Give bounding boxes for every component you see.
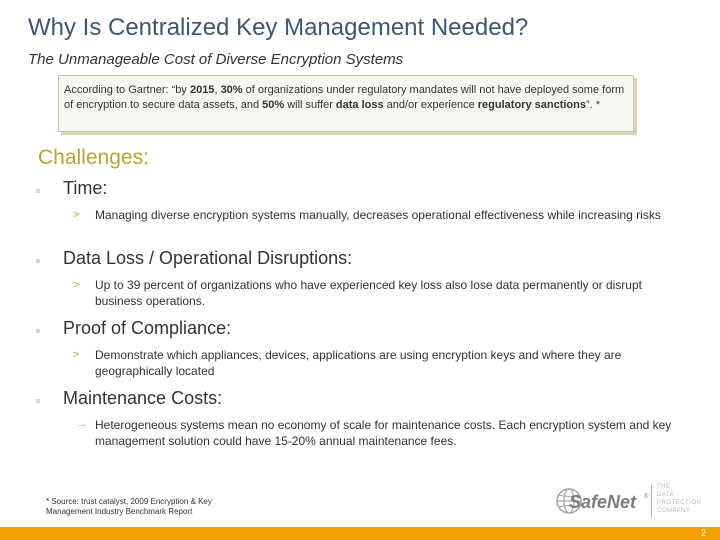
quote-emphasis-data-loss: data loss [335, 98, 384, 111]
tagline-line: PROTECTION [657, 500, 702, 506]
challenge-detail-time: Managing diverse encryption systems manually, decreases operational effectiveness while increasing risks [95, 208, 661, 222]
quote-text: and/or experience [383, 98, 478, 111]
tagline-line: COMPANY [657, 508, 691, 514]
quote-percent-1: 30% [220, 84, 243, 96]
quote-emphasis-regulatory-sanctions: regulatory sanctions [477, 98, 586, 111]
challenge-heading-compliance: Proof of Compliance: [63, 318, 232, 338]
quote-text: According to Gartner: “by [64, 84, 190, 96]
slide-subtitle: The Unmanageable Cost of Diverse Encryption Systems [28, 51, 404, 68]
quote-year: 2015 [189, 84, 215, 96]
challenge-detail-maintenance: Heterogeneous systems mean no economy of scale for maintenance costs. Each encryption system and key management solution could have 15-20% annual maintenance fees. [95, 418, 672, 448]
quote-text: of organizations under regulatory mandates will not have deployed some form of encryption to secure data assets, and [64, 84, 625, 111]
bullet-square-icon [36, 329, 40, 333]
page-number: 2 [700, 528, 706, 538]
challenge-detail-data-loss: Up to 39 percent of organizations who have experienced key loss also lose data permanently or disrupt business operations. [95, 278, 642, 308]
arrow-right-icon: → [76, 418, 87, 430]
slide-title: Why Is Centralized Key Management Needed? [28, 14, 529, 41]
quote-text: ”. * [585, 98, 601, 111]
logo-divider [651, 484, 652, 518]
quote-text: will suffer [284, 98, 336, 111]
chevron-right-icon: > [73, 349, 80, 361]
footer-bar [0, 527, 720, 540]
quote-percent-2: 50% [262, 98, 285, 111]
trademark-symbol: ® [644, 494, 649, 500]
source-footnote: * Source: trust catalyst, 2009 Encryption & Key Management Industry Benchmark Report [46, 497, 212, 516]
quote-text: , [214, 84, 221, 96]
logo-wordmark: SafeNet [569, 492, 637, 512]
chevron-right-icon: > [73, 279, 80, 291]
challenges-heading: Challenges: [38, 146, 149, 169]
challenge-heading-time: Time: [63, 178, 108, 198]
challenge-heading-data-loss: Data Loss / Operational Disruptions: [63, 248, 353, 268]
bullet-square-icon [36, 189, 40, 193]
tagline-line: THE [657, 484, 671, 490]
safenet-logo [555, 484, 655, 518]
challenge-detail-compliance: Demonstrate which appliances, devices, applications are using encryption keys and where they are geographically located [95, 348, 622, 378]
bullet-square-icon [36, 259, 40, 263]
chevron-right-icon: > [73, 209, 80, 221]
gartner-quote-box [58, 75, 634, 132]
bullet-square-icon [36, 399, 40, 403]
logo-tagline [657, 483, 701, 515]
challenge-heading-maintenance: Maintenance Costs: [63, 388, 223, 408]
tagline-line: DATA [657, 492, 675, 498]
